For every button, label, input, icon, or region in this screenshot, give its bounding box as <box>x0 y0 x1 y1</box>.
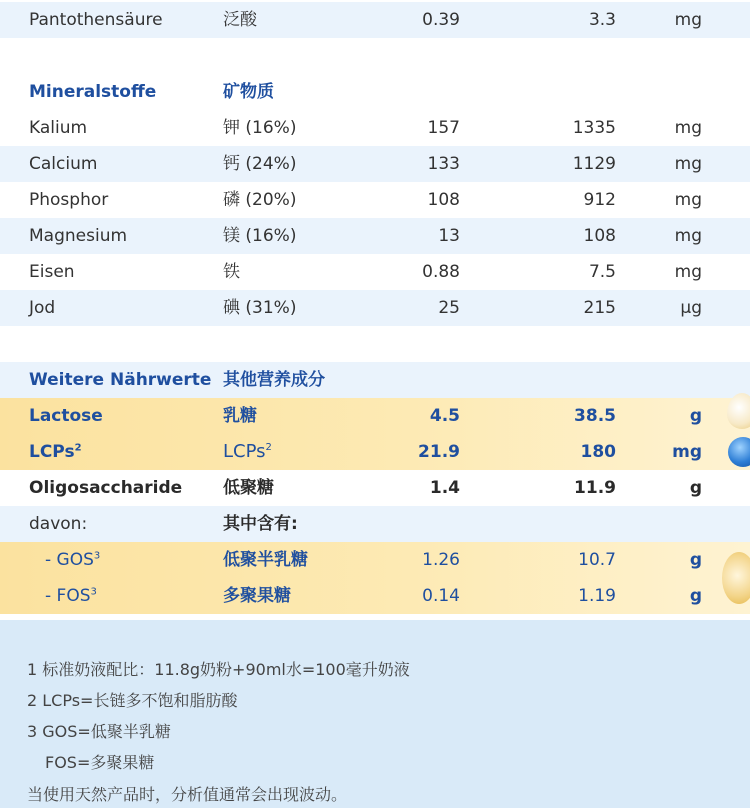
table-row-pantothensaeure <box>0 2 750 38</box>
footnote-marker: 3 <box>90 586 97 598</box>
value-per-100g: 157 <box>427 118 460 138</box>
value-per-100g: 25 <box>438 298 460 318</box>
row-label-de: Magnesium <box>29 226 128 246</box>
lcps-label-text: LCPs <box>29 442 75 462</box>
footnote-2: 2 LCPs=长链多不饱和脂肪酸 <box>27 691 238 710</box>
table-row-lactose <box>0 398 750 434</box>
value-per-100ml: 10.7 <box>578 550 616 570</box>
value-per-100ml: 1129 <box>572 154 616 174</box>
unit: mg <box>674 262 702 282</box>
footnote-disclaimer: 当使用天然产品时，分析值通常会出现波动。 <box>27 785 348 804</box>
fos-label-text: - FOS <box>45 586 91 606</box>
unit: mg <box>674 118 702 138</box>
table-row-gos <box>0 542 750 578</box>
table-row-jod <box>0 290 750 326</box>
footnote-3: 3 GOS=低聚半乳糖 <box>27 722 171 741</box>
unit: µg <box>680 298 702 318</box>
table-row-lcps <box>0 434 750 470</box>
row-label-de <box>45 542 100 578</box>
table-row-kalium <box>0 110 750 146</box>
value-per-100g: 108 <box>427 190 460 210</box>
section-title-de: Mineralstoffe <box>29 82 157 102</box>
section-title-de: Weitere Nährwerte <box>29 370 212 390</box>
section-title-cn: 矿物质 <box>223 82 274 102</box>
row-label-de: Calcium <box>29 154 98 174</box>
table-row-eisen <box>0 254 750 290</box>
milk-drop-icon <box>727 393 750 429</box>
value-per-100g: 21.9 <box>418 442 460 462</box>
unit: g <box>689 550 702 570</box>
footnotes-panel <box>0 620 750 808</box>
row-label-cn: 泛酸 <box>223 10 257 30</box>
section-header-other-nutrients <box>0 362 750 398</box>
value-per-100g: 4.5 <box>429 406 460 426</box>
table-row-calcium <box>0 146 750 182</box>
value-per-100ml: 11.9 <box>574 478 616 498</box>
row-label-cn: 其中含有: <box>223 514 298 534</box>
value-per-100ml: 38.5 <box>574 406 616 426</box>
value-per-100ml: 215 <box>583 298 616 318</box>
value-per-100g: 0.14 <box>422 586 460 606</box>
value-per-100ml: 1.19 <box>578 586 616 606</box>
row-label-cn: 钾 (16%) <box>223 118 297 138</box>
section-title-cn: 其他营养成分 <box>223 370 325 390</box>
row-label-de: Kalium <box>29 118 88 138</box>
lcps-label-text-cn: LCPs <box>223 441 266 462</box>
value-per-100ml: 3.3 <box>588 10 616 30</box>
unit: g <box>689 586 702 606</box>
unit: mg <box>674 154 702 174</box>
value-per-100g: 1.26 <box>422 550 460 570</box>
value-per-100g: 1.4 <box>429 478 460 498</box>
row-label-cn: 磷 (20%) <box>223 190 297 210</box>
row-label-cn: 铁 <box>223 262 240 282</box>
row-label-de: Lactose <box>29 406 103 426</box>
gos-label-text: - GOS <box>45 550 94 570</box>
row-label-de: Oligosaccharide <box>29 478 183 498</box>
row-label-cn: 低聚半乳糖 <box>223 550 308 570</box>
dha-capsule-icon <box>728 437 750 467</box>
footnote-marker: 2 <box>74 442 82 454</box>
table-row-davon <box>0 506 750 542</box>
row-label-cn: 碘 (31%) <box>223 298 297 318</box>
row-label-de: Jod <box>29 298 56 318</box>
row-label-de: Phosphor <box>29 190 109 210</box>
unit: mg <box>672 442 702 462</box>
row-label-cn: 镁 (16%) <box>223 226 297 246</box>
table-row-fos <box>0 578 750 614</box>
table-row-phosphor <box>0 182 750 218</box>
row-label-cn: 低聚糖 <box>223 478 274 498</box>
row-label-de: Eisen <box>29 262 75 282</box>
unit: mg <box>674 190 702 210</box>
unit: mg <box>674 10 702 30</box>
row-label-de: davon: <box>29 514 88 534</box>
value-per-100ml: 1335 <box>572 118 616 138</box>
footnote-1: 1 标准奶液配比：11.8g奶粉+90ml水=100毫升奶液 <box>27 660 410 679</box>
gos-coin-icon <box>722 552 750 604</box>
value-per-100ml: 108 <box>583 226 616 246</box>
value-per-100ml: 180 <box>580 442 616 462</box>
unit: mg <box>674 226 702 246</box>
value-per-100g: 0.88 <box>422 262 460 282</box>
row-label-cn: 钙 (24%) <box>223 154 297 174</box>
footnote-marker: 3 <box>93 550 101 562</box>
unit: g <box>689 406 702 426</box>
table-row-magnesium <box>0 218 750 254</box>
value-per-100ml: 7.5 <box>588 262 616 282</box>
footnote-3b: FOS=多聚果糖 <box>45 753 155 772</box>
row-label-de <box>29 434 82 470</box>
value-per-100ml: 912 <box>583 190 616 210</box>
unit: g <box>689 478 702 498</box>
row-label-cn: 乳糖 <box>223 406 257 426</box>
value-per-100g: 133 <box>427 154 460 174</box>
row-label-cn <box>223 434 272 470</box>
footnote-marker: 2 <box>265 442 272 453</box>
row-label-de: Pantothensäure <box>29 10 163 30</box>
table-row-oligosaccharide <box>0 470 750 506</box>
row-label-cn: 多聚果糖 <box>223 586 291 606</box>
value-per-100g: 13 <box>438 226 460 246</box>
value-per-100g: 0.39 <box>422 10 460 30</box>
row-label-de <box>45 578 97 614</box>
section-header-minerals <box>0 74 750 110</box>
